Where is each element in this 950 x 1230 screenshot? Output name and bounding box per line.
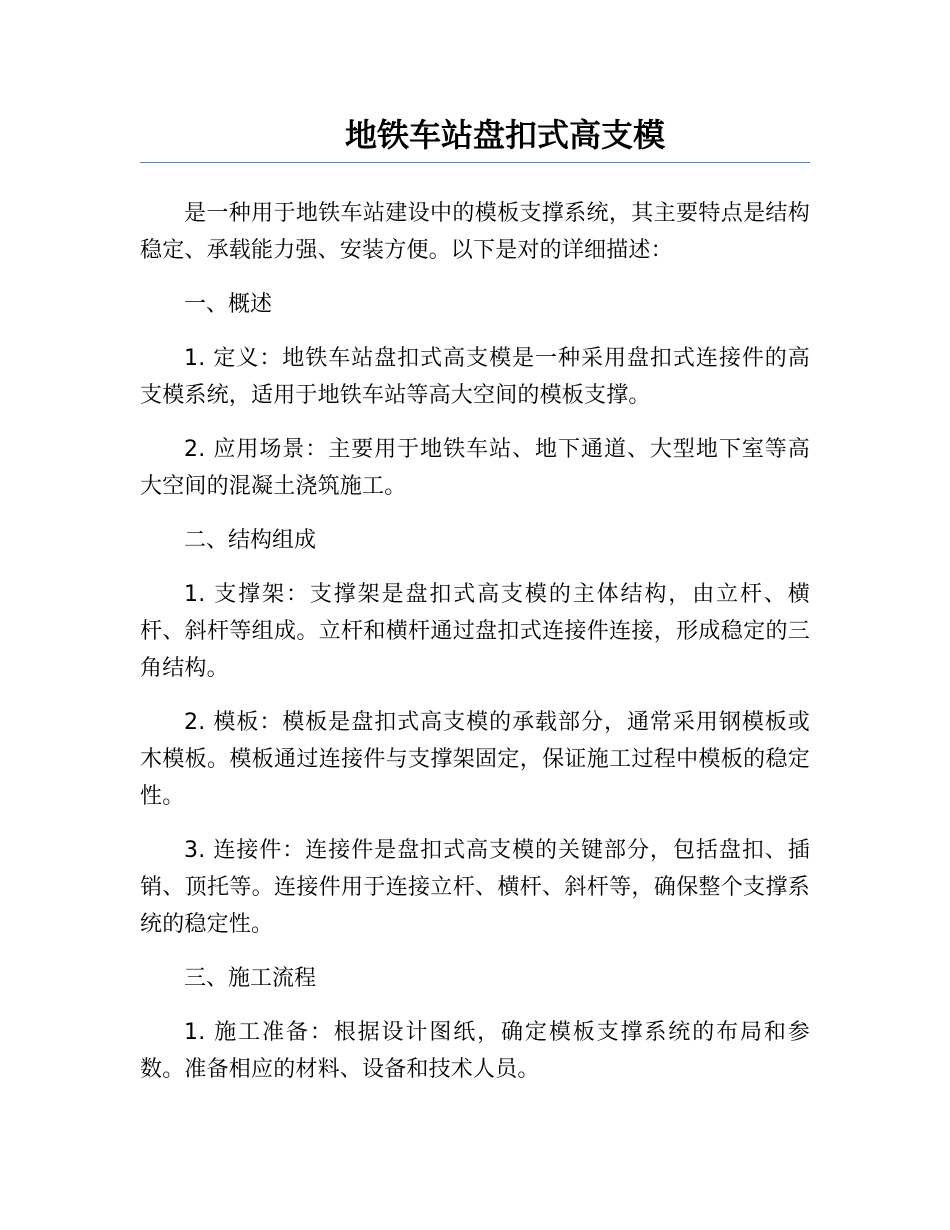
paragraph-preparation: 1. 施工准备：根据设计图纸，确定模板支撑系统的布局和参数。准备相应的材料、设备和技术人员。: [140, 1020, 810, 1082]
document-body: [140, 195, 810, 1088]
title-divider: [140, 162, 810, 163]
paragraph-support-frame: 1. 支撑架：支撑架是盘扣式高支模的主体结构，由立杆、横杆、斜杆等组成。立杆和横杆通过盘扣式连接件连接，形成稳定的三角结构。: [140, 582, 810, 681]
paragraph-definition: 1. 定义：地铁车站盘扣式高支模是一种采用盘扣式连接件的高支模系统，适用于地铁车站等高大空间的模板支撑。: [140, 346, 810, 408]
paragraph-formwork: 2. 模板：模板是盘扣式高支模的承载部分，通常采用钢模板或木模板。模板通过连接件与支撑架固定，保证施工过程中模板的稳定性。: [140, 710, 810, 809]
document-page: [140, 110, 810, 1105]
section-heading-structure: 二、结构组成: [184, 528, 317, 553]
section-heading-overview: 一、概述: [184, 292, 273, 317]
paragraph-connectors: 3. 连接件：连接件是盘扣式高支模的关键部分，包括盘扣、插销、顶托等。连接件用于连接立杆、横杆、斜杆等，确保整个支撑系统的稳定性。: [140, 838, 810, 937]
intro-paragraph: 是一种用于地铁车站建设中的模板支撑系统，其主要特点是结构稳定、承载能力强、安装方便。以下是对的详细描述：: [140, 201, 810, 263]
section-heading-process: 三、施工流程: [184, 966, 317, 991]
paragraph-application: 2. 应用场景：主要用于地铁车站、地下通道、大型地下室等高大空间的混凝土浇筑施工。: [140, 437, 810, 499]
document-title: 地铁车站盘扣式高支模: [344, 116, 665, 154]
